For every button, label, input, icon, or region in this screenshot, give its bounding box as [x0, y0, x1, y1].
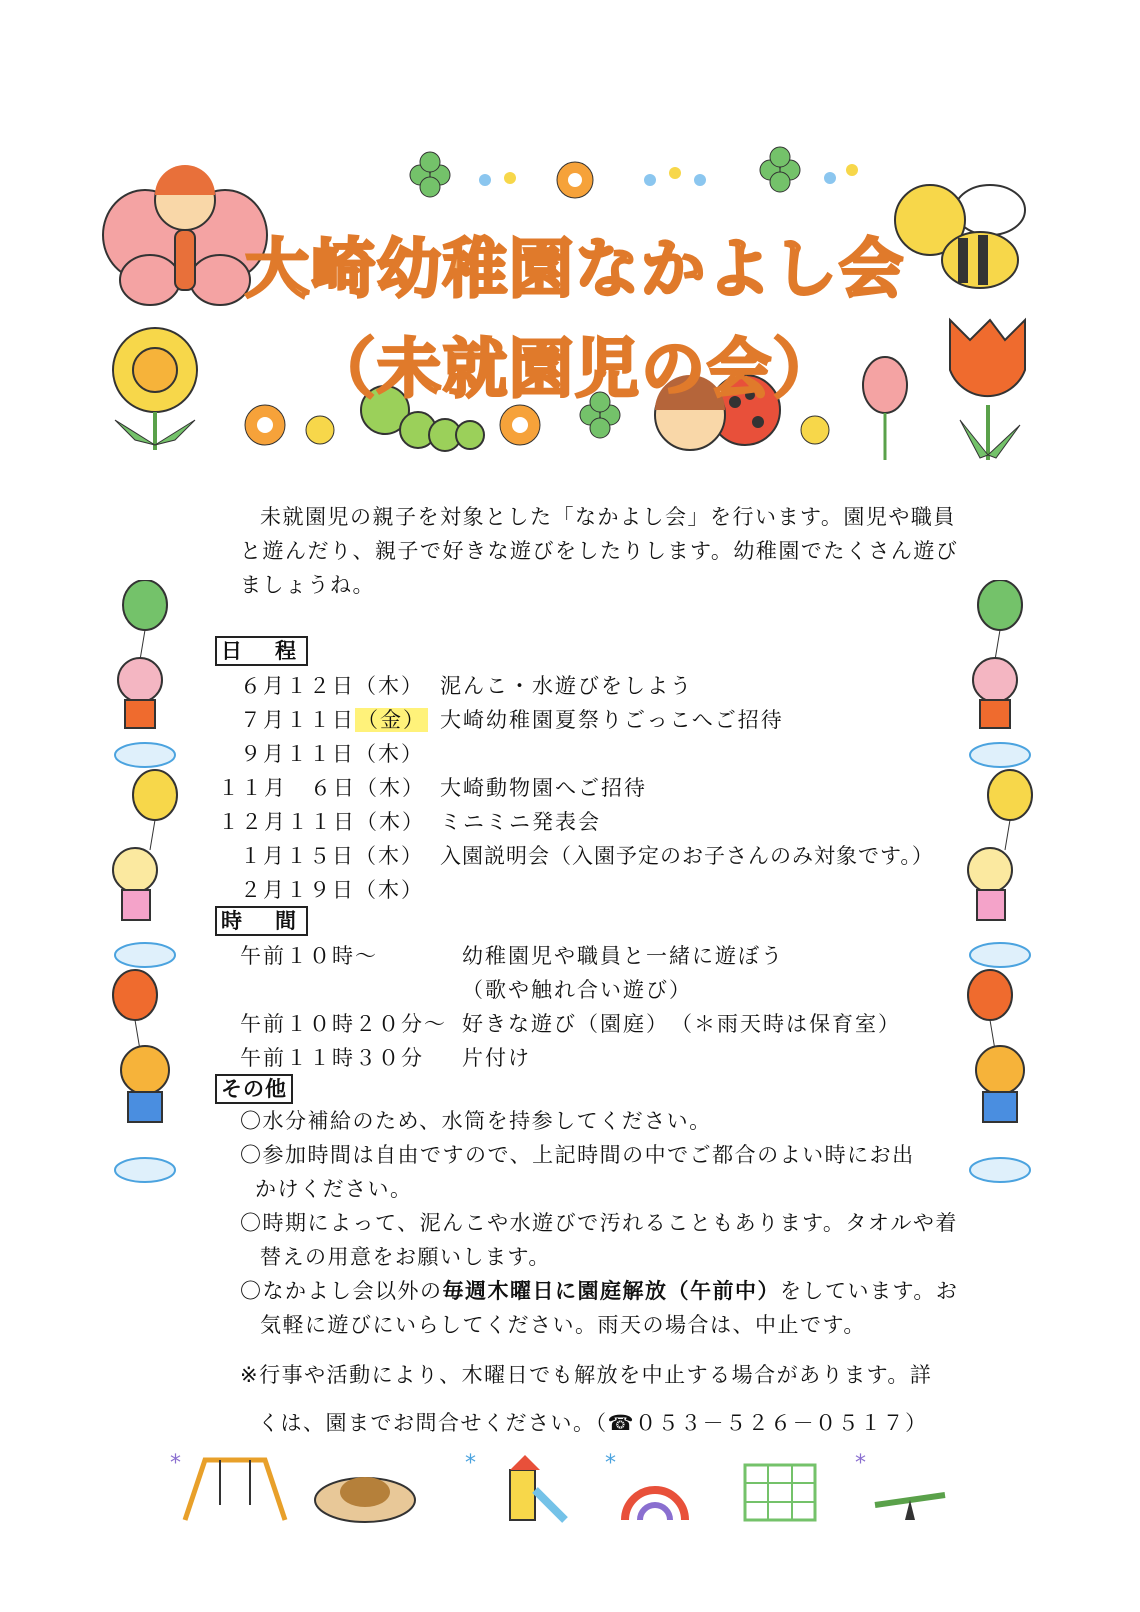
schedule-row: １２月１１日（木）: [218, 810, 425, 834]
page-title: 大崎幼稚園なかよし会: [245, 233, 905, 307]
time-label: 午前１１時３０分: [240, 1046, 424, 1070]
phone-number: ０５３－５２６－０５１７: [635, 1411, 906, 1435]
bear-icon: [976, 1046, 1024, 1122]
sandbox-icon: [315, 1477, 415, 1522]
intro-line: と遊んだり、親子で好きな遊びをしたりします。幼稚園でたくさん遊び: [240, 539, 959, 563]
schedule-row: １１月 ６日（木）: [218, 776, 425, 800]
schedule-desc: 大崎動物園へご招待: [440, 776, 647, 800]
open-garden-emphasis: 毎週木曜日に園庭解放（午前中）: [442, 1279, 780, 1303]
other-heading: その他: [215, 1074, 293, 1104]
time-label: 午前１０時～: [240, 944, 378, 968]
footnote-contact: くは、園までお問合せください。（☎０５３－５２６－０５１７）: [258, 1411, 928, 1435]
schedule-heading: 日 程: [215, 636, 308, 666]
schedule-desc: 泥んこ・水遊びをしよう: [440, 674, 693, 698]
other-item-open-garden: 〇なかよし会以外の毎週木曜日に園庭解放（午前中）をしています。お: [240, 1279, 959, 1303]
other-item: 〇時期によって、泥んこや水遊びで汚れることもあります。タオルや着: [240, 1211, 958, 1235]
time-heading: 時 間: [215, 906, 308, 936]
schedule-row: ７月１１日（金）: [240, 708, 426, 732]
balloon-icon: [113, 970, 157, 1050]
schedule-desc: 大崎幼稚園夏祭りごっこへご招待: [440, 708, 784, 732]
cloud-icon: [970, 943, 1030, 967]
clover-icon: [410, 152, 450, 197]
swing-icon: [185, 1460, 285, 1520]
rabbit-icon: [118, 658, 162, 728]
schedule-row: ２月１９日（木）: [240, 878, 424, 902]
balloon-icon: [968, 970, 1012, 1050]
flower-icon: [500, 405, 540, 445]
intro-paragraph: [240, 500, 970, 602]
schedule-row: ９月１１日（木）: [240, 742, 424, 766]
playground-decoration: [165, 1450, 965, 1530]
cloud-icon: [970, 743, 1030, 767]
time-desc: 片付け: [462, 1046, 531, 1070]
footnote-line: ※行事や活動により、木曜日でも解放を中止する場合があります。詳: [240, 1363, 933, 1387]
other-item: 〇水分補給のため、水筒を持参してください。: [240, 1109, 712, 1133]
clover-icon: [760, 147, 800, 192]
other-item: 〇参加時間は自由ですので、上記時間の中でご都合のよい時にお出: [240, 1143, 915, 1167]
phone-icon: ☎: [607, 1411, 636, 1435]
slide-icon: [510, 1455, 565, 1520]
intro-line: 未就園児の親子を対象とした「なかよし会」を行います。園児や職員: [260, 505, 956, 529]
flower-icon: [557, 162, 593, 198]
flower-icon: [801, 416, 829, 444]
cloud-icon: [115, 1158, 175, 1182]
time-desc: 幼稚園児や職員と一緒に遊ぼう: [462, 944, 784, 968]
cloud-icon: [115, 943, 175, 967]
rainbow-arch-icon: [625, 1490, 685, 1520]
cloud-icon: [970, 1158, 1030, 1182]
highlighted-day: （金）: [357, 708, 426, 732]
other-item-cont: 気軽に遊びにいらしてください。雨天の場合は、中止です。: [260, 1313, 866, 1337]
title-decoration: [100, 140, 1050, 480]
schedule-row: ６月１２日（木）: [240, 674, 424, 698]
other-item-cont: かけください。: [255, 1177, 413, 1201]
title-banner: [100, 140, 1050, 480]
cat-icon: [968, 848, 1012, 920]
seesaw-icon: [875, 1495, 945, 1520]
other-item-cont: 替えの用意をお願いします。: [260, 1245, 551, 1269]
balloon-icon: [978, 580, 1022, 660]
svg-text:*: *: [465, 1451, 476, 1476]
bear-icon: [121, 1046, 169, 1122]
svg-text:*: *: [855, 1451, 866, 1476]
cat-icon: [113, 848, 157, 920]
flower-icon: [245, 405, 285, 445]
time-desc: 好きな遊び（園庭） （＊雨天時は保育室）: [462, 1012, 901, 1036]
balloon-icon: [133, 770, 177, 850]
jungle-gym-icon: [745, 1465, 815, 1520]
left-decoration: [100, 580, 190, 1200]
balloon-icon: [988, 770, 1032, 850]
rabbit-icon: [973, 658, 1017, 728]
page-subtitle: （未就園児の会）: [311, 333, 839, 407]
cloud-icon: [115, 743, 175, 767]
time-label: 午前１０時２０分～: [240, 1012, 447, 1036]
svg-text:*: *: [170, 1451, 181, 1476]
schedule-desc: 入園説明会（入園予定のお子さんのみ対象です。）: [440, 844, 934, 868]
svg-text:*: *: [605, 1451, 616, 1476]
schedule-desc: ミニミニ発表会: [440, 810, 601, 834]
flower-icon: [306, 416, 334, 444]
right-decoration: [955, 580, 1045, 1200]
balloon-icon: [123, 580, 167, 660]
schedule-row: １月１５日（木）: [240, 844, 424, 868]
time-desc: （歌や触れ合い遊び）: [462, 978, 692, 1002]
intro-line: ましょうね。: [240, 573, 375, 597]
